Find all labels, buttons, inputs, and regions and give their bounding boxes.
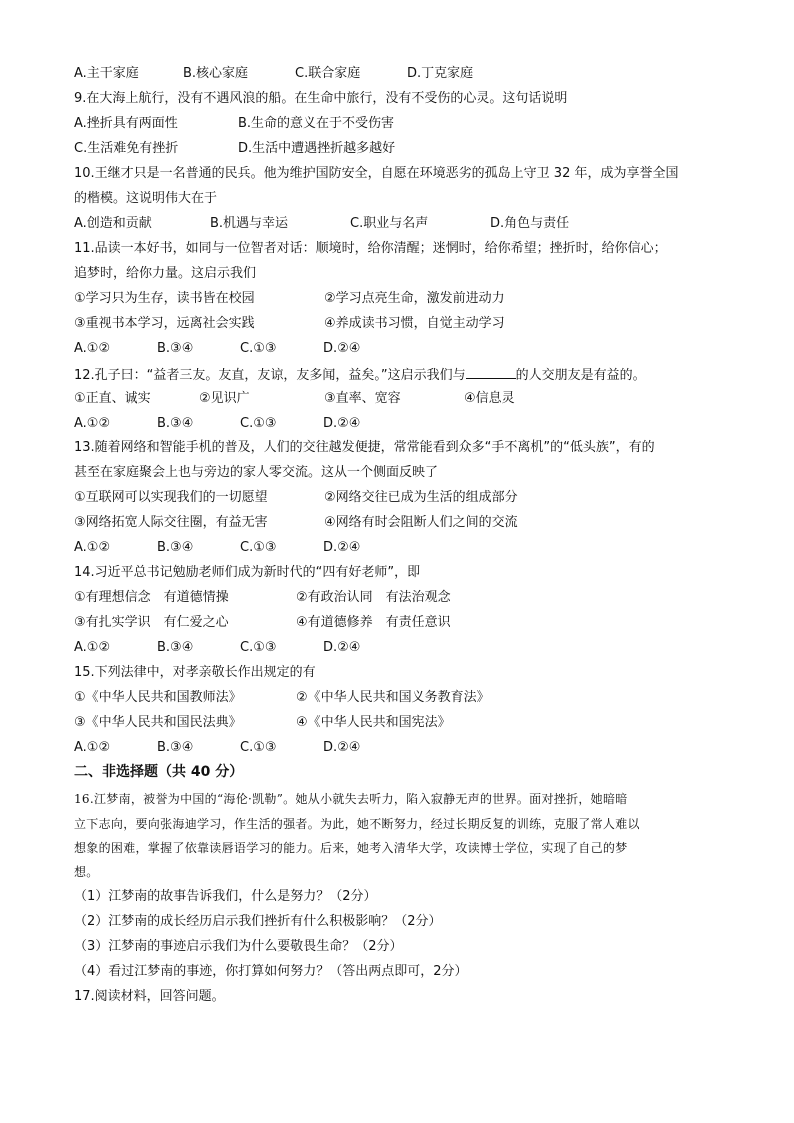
- q13-option-a: A.①②: [74, 540, 111, 555]
- q14-option-c: C.①③: [240, 640, 277, 655]
- section-2-title: 二、非选择题（共 40 分）: [74, 764, 244, 780]
- q15-option-c: C.①③: [240, 740, 277, 755]
- q11-item-4: ④养成读书习惯，自觉主动学习: [324, 316, 505, 331]
- q12-item-3: ③直率、宽容: [324, 391, 401, 406]
- q12-item-1: ①正直、诚实: [74, 391, 151, 406]
- q9-option-c: C.生活难免有挫折: [74, 141, 179, 156]
- q16-question-3: （3）江梦南的事迹启示我们为什么要敬畏生命？（2分）: [74, 939, 403, 954]
- q16-question-2: （2）江梦南的成长经历启示我们挫折有什么积极影响？（2分）: [74, 914, 442, 929]
- q11-item-1: ①学习只为生存，读书皆在校园: [74, 291, 255, 306]
- q15-option-b: B.③④: [157, 740, 194, 755]
- q13-item-1: ①互联网可以实现我们的一切愿望: [74, 490, 268, 505]
- q15-option-a: A.①②: [74, 740, 111, 755]
- q14-option-a: A.①②: [74, 640, 111, 655]
- q14-item-4: ④有道德修养 有责任意识: [296, 615, 451, 630]
- q12-option-b: B.③④: [157, 416, 194, 431]
- q9-option-a: A.挫折具有两面性: [74, 116, 178, 131]
- q16-material-line1: 16.江梦南，被誉为中国的“海伦·凯勒”。她从小就失去听力，陷入寂静无声的世界。面对挫折，她暗暗: [74, 792, 628, 806]
- q13-item-4: ④网络有时会阻断人们之间的交流: [324, 515, 518, 530]
- q10-stem-line1: 10.王继才只是一名普通的民兵。他为维护国防安全，自愿在环境恶劣的孤岛上守卫 32 年，成为享誉全国: [74, 166, 679, 181]
- q12-blank: [466, 366, 516, 379]
- q10-option-b: B.机遇与幸运: [210, 216, 289, 231]
- q15-item-2: ②《中华人民共和国义务教育法》: [296, 690, 490, 705]
- q8-option-c: C.联合家庭: [295, 66, 361, 81]
- q14-item-2: ②有政治认同 有法治观念: [296, 590, 451, 605]
- q13-option-c: C.①③: [240, 540, 277, 555]
- q15-item-3: ③《中华人民共和国民法典》: [74, 715, 242, 730]
- q8-option-a: A.主干家庭: [74, 66, 139, 81]
- q10-option-c: C.职业与名声: [350, 216, 429, 231]
- q12-option-a: A.①②: [74, 416, 111, 431]
- q11-item-3: ③重视书本学习，远离社会实践: [74, 316, 255, 331]
- q11-option-d: D.②④: [323, 341, 361, 356]
- q15-item-1: ①《中华人民共和国教师法》: [74, 690, 242, 705]
- q14-option-d: D.②④: [323, 640, 361, 655]
- q13-option-b: B.③④: [157, 540, 194, 555]
- q12-option-d: D.②④: [323, 416, 361, 431]
- q11-option-b: B.③④: [157, 341, 194, 356]
- q11-option-c: C.①③: [240, 341, 277, 356]
- q11-option-a: A.①②: [74, 341, 111, 356]
- q13-option-d: D.②④: [323, 540, 361, 555]
- q13-item-3: ③网络拓宽人际交往圈，有益无害: [74, 515, 268, 530]
- q16-material-line2: 立下志向，要向张海迪学习，作生活的强者。为此，她不断努力，经过长期反复的训练，克服了常人难以: [74, 817, 640, 831]
- q13-item-2: ②网络交往已成为生活的组成部分: [324, 490, 518, 505]
- q8-option-d: D.丁克家庭: [407, 66, 474, 81]
- q14-item-3: ③有扎实学识 有仁爱之心: [74, 615, 229, 630]
- q9-stem: 9.在大海上航行，没有不遇风浪的船。在生命中旅行，没有不受伤的心灵。这句话说明: [74, 91, 568, 106]
- q12-option-c: C.①③: [240, 416, 277, 431]
- q11-stem-line2: 追梦时，给你力量。这启示我们: [74, 266, 257, 281]
- q17-stem: 17.阅读材料，回答问题。: [74, 989, 225, 1004]
- q14-item-1: ①有理想信念 有道德情操: [74, 590, 229, 605]
- q16-material-line3: 想象的困难，掌握了依靠读唇语学习的能力。后来，她考入清华大学，攻读博士学位，实现了自己的梦: [74, 841, 628, 855]
- q16-question-1: （1）江梦南的故事告诉我们，什么是努力？（2分）: [74, 889, 377, 904]
- q11-item-2: ②学习点亮生命，激发前进动力: [324, 291, 505, 306]
- q13-stem-line2: 甚至在家庭聚会上也与旁边的家人零交流。这从一个侧面反映了: [74, 465, 439, 480]
- q12-stem-after: 的人交朋友是有益的。: [515, 368, 646, 383]
- q15-item-4: ④《中华人民共和国宪法》: [296, 715, 451, 730]
- q16-question-4: （4）看过江梦南的事迹，你打算如何努力？（答出两点即可，2分）: [74, 964, 468, 979]
- q15-option-d: D.②④: [323, 740, 361, 755]
- q10-option-a: A.创造和贡献: [74, 216, 152, 231]
- q16-material-line4: 想。: [74, 865, 99, 879]
- q10-stem-line2: 的楷模。这说明伟大在于: [74, 191, 218, 206]
- q14-option-b: B.③④: [157, 640, 194, 655]
- q15-stem: 15.下列法律中，对孝亲敬长作出规定的有: [74, 665, 316, 680]
- q12-item-4: ④信息灵: [464, 391, 515, 406]
- q12-item-2: ②见识广: [199, 391, 250, 406]
- q13-stem-line1: 13.随着网络和智能手机的普及，人们的交往越发便捷，常常能看到众多“手不离机”的“低头族”，有的: [74, 440, 655, 455]
- q8-option-b: B.核心家庭: [183, 66, 249, 81]
- q9-option-d: D.生活中遭遇挫折越多越好: [238, 141, 396, 156]
- q12-stem-before: 12.孔子曰：“益者三友。友直，友谅，友多闻，益矣。”这启示我们与: [74, 368, 466, 383]
- q14-stem: 14.习近平总书记勉励老师们成为新时代的“四有好老师”，即: [74, 565, 421, 580]
- q9-option-b: B.生命的意义在于不受伤害: [238, 116, 395, 131]
- q11-stem-line1: 11.品读一本好书，如同与一位智者对话：顺境时，给你清醒；迷惘时，给你希望；挫折时，给你信心；: [74, 241, 667, 256]
- q12-stem: [74, 366, 646, 384]
- q10-option-d: D.角色与责任: [490, 216, 570, 231]
